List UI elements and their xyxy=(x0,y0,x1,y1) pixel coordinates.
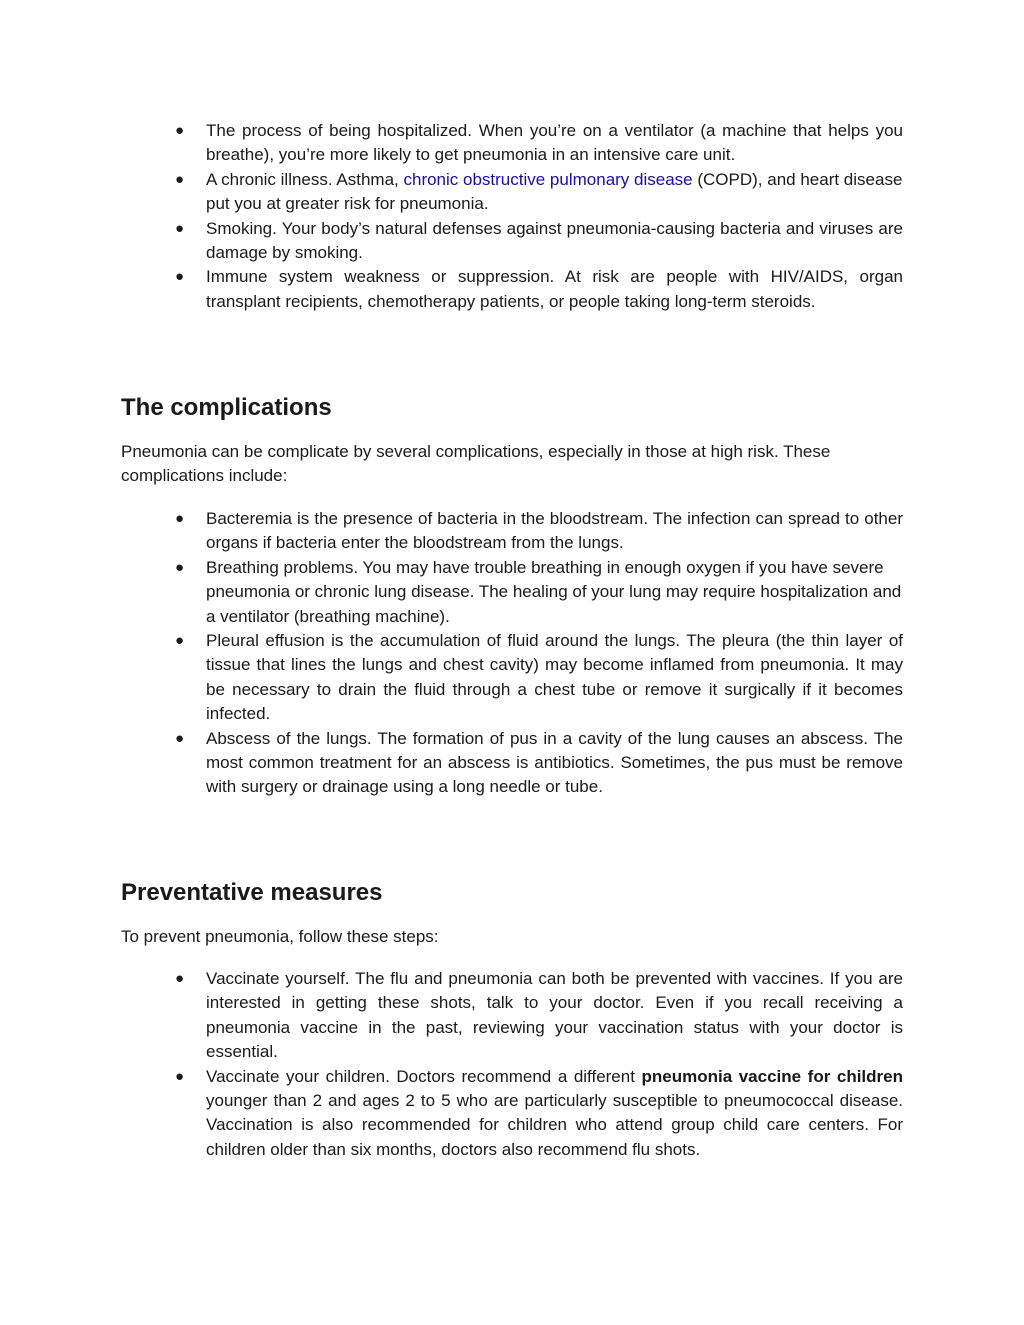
vaccine-emphasis: pneumonia vaccine for children xyxy=(641,1066,903,1086)
list-item-text: Pleural effusion is the accumulation of fluid around the lungs. The pleura (the thin layer of tissue that lines the lungs and chest cavity) may become inflamed from pneumonia. It may be necessary to drain the fluid through a chest tube or remove it surgically if it becomes infected. xyxy=(206,631,903,724)
prevention-intro: To prevent pneumonia, follow these steps: xyxy=(121,927,439,946)
list-item xyxy=(175,507,903,556)
bullet-icon: ● xyxy=(175,170,185,188)
list-item xyxy=(175,1065,903,1163)
list-item xyxy=(175,119,903,168)
bullet-icon: ● xyxy=(175,268,185,286)
list-item-text: Immune system weakness or suppression. At risk are people with HIV/AIDS, organ transplant recipients, chemotherapy patients, or people taking long-term steroids. xyxy=(206,267,903,311)
list-item-text: The process of being hospitalized. When you’re on a ventilator (a machine that helps you breathe), you’re more likely to get pneumonia in an intensive care unit. xyxy=(206,121,903,165)
bullet-icon: ● xyxy=(175,729,185,747)
list-item-text: Bacteremia is the presence of bacteria in the bloodstream. The infection can spread to other organs if bacteria enter the bloodstream from the lungs. xyxy=(206,509,903,553)
list-item-text: Abscess of the lungs. The formation of pus in a cavity of the lung causes an abscess. The most common treatment for an abscess is antibiotics. Sometimes, the pus must be remove with surgery or drainage using a long needle or tube. xyxy=(206,728,903,797)
list-item-text: Breathing problems. You may have trouble breathing in enough oxygen if you have severe pneumonia or chronic lung disease. The healing of your lung may require hospitalization and a ventilator (breathing machine). xyxy=(206,557,902,626)
prevention-heading: Preventative measures xyxy=(121,879,383,906)
list-item xyxy=(175,217,903,266)
list-item-text: Smoking. Your body’s natural defenses against pneumonia-causing bacteria and viruses are damage by smoking. xyxy=(206,218,903,263)
list-item xyxy=(175,168,903,217)
risk-factors-section xyxy=(121,119,903,314)
bullet-icon: ● xyxy=(175,558,185,576)
list-item-text: Vaccinate yourself. The flu and pneumonia can both be prevented with vaccines. If you are interested in getting these shots, talk to your doctor. Even if you recall receiving a pneumonia vaccine in the past, reviewing your vaccination status with your doctor is essential. xyxy=(206,969,903,1062)
list-item xyxy=(175,727,903,800)
prevention-section xyxy=(121,878,903,908)
list-item-text-before: A chronic illness. Asthma, xyxy=(206,169,404,189)
bullet-icon: ● xyxy=(175,219,185,237)
bullet-icon: ● xyxy=(175,632,185,650)
complications-section xyxy=(121,393,903,423)
complications-list xyxy=(121,507,903,800)
prevention-list-block xyxy=(121,967,903,1162)
bullet-icon: ● xyxy=(175,510,185,527)
list-item xyxy=(175,629,903,727)
list-item xyxy=(175,265,903,314)
bullet-icon: ● xyxy=(175,122,185,139)
prevention-list xyxy=(121,967,903,1162)
copd-link[interactable]: chronic obstructive pulmonary disease xyxy=(403,169,693,189)
list-item xyxy=(175,556,903,629)
complications-heading: The complications xyxy=(121,394,332,421)
bullet-icon: ● xyxy=(175,1067,185,1085)
list-item-text-before: Vaccinate your children. Doctors recommend a different xyxy=(206,1066,642,1086)
complications-list-block xyxy=(121,507,903,800)
complications-intro: Pneumonia can be complicate by several complications, especially in those at high risk. These complications include: xyxy=(121,442,831,486)
list-item xyxy=(175,967,903,1065)
bullet-icon: ● xyxy=(175,970,185,987)
complications-intro-block xyxy=(121,440,903,489)
risk-factors-list xyxy=(121,119,903,314)
list-item-text-after: (COPD), and heart disease put you at greater risk for pneumonia. xyxy=(206,169,903,214)
prevention-intro-block xyxy=(121,925,903,949)
list-item-text-after: younger than 2 and ages 2 to 5 who are particularly susceptible to pneumococcal disease. Vaccination is also recommended for children who attend group child care centers. For children older than six months, doctors also recommend flu shots. xyxy=(206,1091,903,1159)
